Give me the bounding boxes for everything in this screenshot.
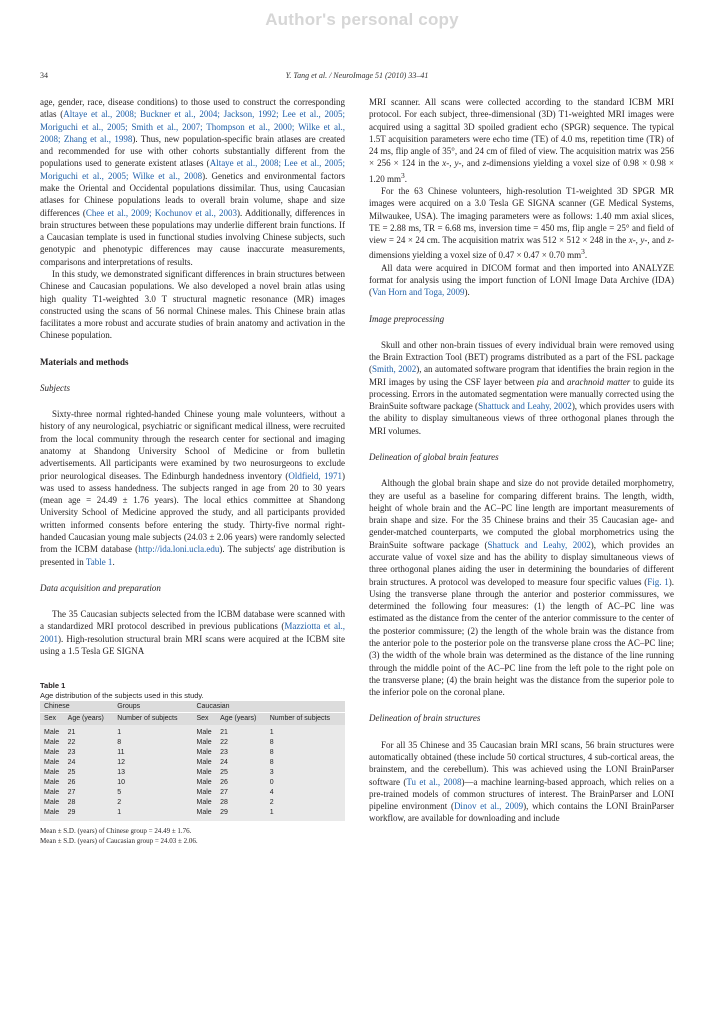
- subheading-subjects: Subjects: [40, 382, 70, 393]
- brain-structures-paragraph: For all 35 Chinese and 35 Caucasian brain MRI scans, 56 brain structures were automatically obtained (these include 50 cortical structures, 4 sub-cortical areas, the brainstem, and the cerebellum). This was achieved using the LONI BrainParser software (Tu et al., 2008)—a machine learning-based approach, which relies on a pre-trained models of common structures of interest. The BrainParser and LONI pipeline environment (Dinov et al., 2009), which contains the LONI BrainParser workflow, are available for downloading and include: [369, 739, 675, 824]
- table-cell: Male: [192, 748, 216, 758]
- table-cell: 2: [266, 798, 345, 808]
- table-cell: 23: [216, 748, 266, 758]
- table-cell: 1: [266, 808, 345, 821]
- left-column: [40, 96, 345, 846]
- table-body: [40, 725, 345, 821]
- table-row: [40, 748, 345, 758]
- running-head: [40, 71, 674, 83]
- page-number: 34: [40, 71, 48, 80]
- journal-citation: Y. Tang et al. / NeuroImage 51 (2010) 33–41: [285, 71, 429, 80]
- col-sex: Sex: [192, 713, 216, 726]
- col-number: Number of subjects: [113, 713, 192, 726]
- col-age: Age (years): [216, 713, 266, 726]
- table-row: [40, 758, 345, 768]
- table-cell: Male: [192, 778, 216, 788]
- table-row: [40, 798, 345, 808]
- table-cell: Male: [40, 788, 64, 798]
- table-cell: 8: [266, 748, 345, 758]
- table-cell: 3: [266, 768, 345, 778]
- table-row: [40, 788, 345, 798]
- table-cell: 11: [113, 748, 192, 758]
- table-cell: 24: [64, 758, 114, 768]
- subheading-image-preprocessing: Image preprocessing: [369, 313, 445, 324]
- table-cell: 12: [113, 758, 192, 768]
- group-chinese: Chinese: [40, 701, 113, 713]
- table-cell: Male: [192, 788, 216, 798]
- table-cell: 22: [64, 738, 114, 748]
- subjects-paragraph: Sixty-three normal righted-handed Chinese young male volunteers, without a history of any neurological, psychiatric or significant medical illness, were recruited from the local community through the research center for sectional and imaging anatomy at Shandong University School of Medicine or from bulletin advertisements. All participants were examined by two neurosurgeons to exclude prior neurological diseases. The Edinburgh handedness inventory (Oldfield, 1971) was used to assess handedness. The subjects ranged in age from 20 to 30 years (mean age = 24.49 ± 1.76 years). The local ethics committee at Shandong University School of Medicine approved the study, and all participants provided written informed consents before entering the study. Thirty-five normal right-handed Caucasian young male subjects (24.03 ± 2.06 years) were randomly selected from the ICBM database (http://ida.loni.ucla.edu). The subjects' age distribution is presented in Table 1.: [40, 409, 345, 567]
- table-cell: Male: [40, 758, 64, 768]
- group-groups: Groups: [113, 701, 192, 713]
- table-cell: 24: [216, 758, 266, 768]
- table-cell: 29: [216, 808, 266, 821]
- global-features-paragraph: Although the global brain shape and size do not provide detailed morphometry, they are useful as a baseline for comparing different brains. The length, width, height of whole brain and the AC–PC line length are important measurements of brain shape and size. For the 35 Chinese brains and their 35 Caucasian age- and gender-matched counterparts, we computed the global morphometrics using the BrainSuite software package (Shattuck and Leahy, 2002), which provides an accurate value of voxel size and has the ability to display simultaneous views of three orthogonal planes aiding the user in determining the boundaries of different brain structures. A protocol was developed to measure four specific values (Fig. 1). Using the transverse plane through the anterior and posterior commissures, we determined the following four measures: (1) the length of AC–PC line was estimated as the distance from the center of the anterior commissure to the center of the posterior commissure; (2) the length of the whole brain was the distance from the anterior pole to the posterior pole on the transverse plane cross the AC–PC line; (3) the width of the whole brain was determined as the distance of the line running through the middle point of the AC–PC line from the left pole to the right pole on the transverse plane; (4) the brain height was the distance from the superior pole to the inferior pole on the coronal plane.: [369, 478, 674, 698]
- table-row: [40, 768, 345, 778]
- table-cell: Male: [192, 768, 216, 778]
- col-sex: Sex: [40, 713, 64, 726]
- table-cell: 21: [216, 725, 266, 738]
- intro-paragraph-1: age, gender, race, disease conditions) to those used to construct the corresponding atlas (Altaye et al., 2008; Buckner et al., 2004; Jackson, 1992; Lee et al., 2005; Moriguchi et al., 2005; Smith et al., 2007; Thompson et al., 2000; Wilke et al., 2008; Zhang et al., 1998). Thus, new population-specific brain atlases are created and recommended for use with other cohorts substantially different from the populations used to generate existent atlases (Altaye et al., 2008; Lee et al., 2005; Moriguchi et al., 2005; Wilke et al., 2008). Genetics and environmental factors make the Oriental and Occidental populations dissimilar. Thus, using Caucasian atlases for Chinese populations leads to overall brain volume, shape and size differences (Chee et al., 2009; Kochunov et al., 2003). Additionally, differences in brain structures between these populations may underlie different brain functions. If a Caucasian template is used in functional studies involving Chinese subjects, such genotypic and phenotypic differences may cause inaccurate measurements, comparisons and interpretations of results.: [40, 97, 345, 267]
- table-cell: 26: [64, 778, 114, 788]
- table-header-row: [40, 713, 345, 726]
- table-cell: 21: [64, 725, 114, 738]
- table-row: [40, 725, 345, 738]
- table-cell: 10: [113, 778, 192, 788]
- table-cell: Male: [192, 808, 216, 821]
- table-cell: 25: [64, 768, 114, 778]
- table-cell: 26: [216, 778, 266, 788]
- table-cell: Male: [40, 808, 64, 821]
- table-footnote-caucasian: Mean ± S.D. (years) of Caucasian group = 24.03 ± 2.06.: [40, 837, 198, 846]
- table-cell: 29: [64, 808, 114, 821]
- table-cell: Male: [40, 725, 64, 738]
- table-row: [40, 778, 345, 788]
- intro-paragraph-2: In this study, we demonstrated significant differences in brain structures between Chinese and Caucasian populations. We also developed a novel brain atlas using high quality T1-weighted 3.0 T structural magnetic resonance (MR) images constructed using the scans of 56 normal Chinese males. This Chinese brain atlas facilitates a more robust and accurate studies of brain anatomy and activation in the Chinese population.: [40, 268, 345, 341]
- subheading-data-acquisition: Data acquisition and preparation: [40, 582, 161, 593]
- table-cell: 8: [266, 758, 345, 768]
- table-cell: 5: [113, 788, 192, 798]
- table-cell: Male: [40, 798, 64, 808]
- table-cell: 23: [64, 748, 114, 758]
- col-age: Age (years): [64, 713, 114, 726]
- table-row: [40, 738, 345, 748]
- table-group-row: [40, 701, 345, 713]
- table-cell: 8: [266, 738, 345, 748]
- table-cell: Male: [40, 748, 64, 758]
- table-row: [40, 808, 345, 821]
- table-cell: Male: [192, 798, 216, 808]
- table-cell: Male: [192, 738, 216, 748]
- preprocessing-paragraph: Skull and other non-brain tissues of every individual brain were removed using the Brain Extraction Tool (BET) programs distributed as a part of the FSL package (Smith, 2002), an automated software program that identifies the brain region in the MRI images by using the CSF layer between pia and arachnoid matter to guide its processing. Errors in the automated segmentation were manually corrected using the BrainSuite software package (Shattuck and Leahy, 2002), which provides users with the ability to display simultaneous views of three orthogonal planes through the MRI volumes.: [369, 339, 675, 436]
- table-cell: 13: [113, 768, 192, 778]
- table-cell: Male: [192, 758, 216, 768]
- table-cell: 27: [64, 788, 114, 798]
- subheading-global-features: Delineation of global brain features: [369, 452, 499, 463]
- table-cell: 2: [113, 798, 192, 808]
- section-heading-methods: Materials and methods: [40, 356, 129, 367]
- table-cell: 1: [113, 725, 192, 738]
- age-distribution-table: [40, 701, 345, 821]
- table-cell: 27: [216, 788, 266, 798]
- table-cell: 1: [266, 725, 345, 738]
- watermark: Author's personal copy: [265, 10, 459, 29]
- subheading-brain-structures: Delineation of brain structures: [369, 713, 481, 724]
- table-cell: 8: [113, 738, 192, 748]
- acquisition-paragraph: The 35 Caucasian subjects selected from the ICBM database were scanned with a standardized MRI protocol described in previous publications (Mazziotta et al., 2001). High-resolution structural brain MRI scans were acquired at the ICBM site using a 1.5 Tesla GE SIGNA: [40, 609, 345, 656]
- table-caption: Age distribution of the subjects used in this study.: [40, 691, 204, 701]
- table-cell: Male: [40, 738, 64, 748]
- mri-paragraph-2: For the 63 Chinese volunteers, high-resolution T1-weighted 3D SPGR MR images were acquired on a 3.0 Tesla GE SIGNA scanner (GE Medical Systems, Milwaukee, USA). The imaging parameters were as follows: 1.40 mm axial slices, TE = 2.88 ms, TR = 6.68 ms, inversion time = 450 ms, flip angle = 25° and field of view = 24 × 24 cm. The acquisition matrix was 512 × 512 × 248 in the x-, y-, and z-dimensions yielding a voxel size of 0.47 × 0.47 × 0.70 $mm^3$.: [369, 185, 674, 261]
- table-title: Table 1: [40, 681, 66, 691]
- table-cell: 1: [113, 808, 192, 821]
- mri-paragraph-1: MRI scanner. All scans were collected according to the standard ICBM MRI protocol. For each subject, three-dimensional (3D) T1-weighted MRI images were acquired using a sagittal 3D spoiled gradient echo (SPGR) sequence. The typical 1.5T acquisition parameters were echo time (TE) of 4.0 ms, repetition time (TR) of 24 ms, flip angle of 35°, and 24 cm of filed of view. The acquisition matrix was 256 × 256 × 124 in the x-, y-, and z-dimensions yielding a voxel size of 0.98 × 0.98 × 1.20 $mm^3$.: [369, 97, 674, 184]
- table-cell: 25: [216, 768, 266, 778]
- group-caucasian: Caucasian: [192, 701, 345, 713]
- table-cell: 0: [266, 778, 345, 788]
- table-cell: 4: [266, 788, 345, 798]
- table-cell: Male: [40, 768, 64, 778]
- table-cell: Male: [40, 778, 64, 788]
- mri-paragraph-3: All data were acquired in DICOM format and then imported into ANALYZE format for analysis using the import function of LONI Image Data Archive (IDA) (Van Horn and Toga, 2009).: [369, 262, 674, 298]
- col-number: Number of subjects: [266, 713, 345, 726]
- table-cell: 22: [216, 738, 266, 748]
- table-cell: 28: [216, 798, 266, 808]
- right-column: [369, 96, 674, 825]
- table-footnote-chinese: Mean ± S.D. (years) of Chinese group = 24.49 ± 1.76.: [40, 827, 192, 836]
- table-cell: Male: [192, 725, 216, 738]
- table-cell: 28: [64, 798, 114, 808]
